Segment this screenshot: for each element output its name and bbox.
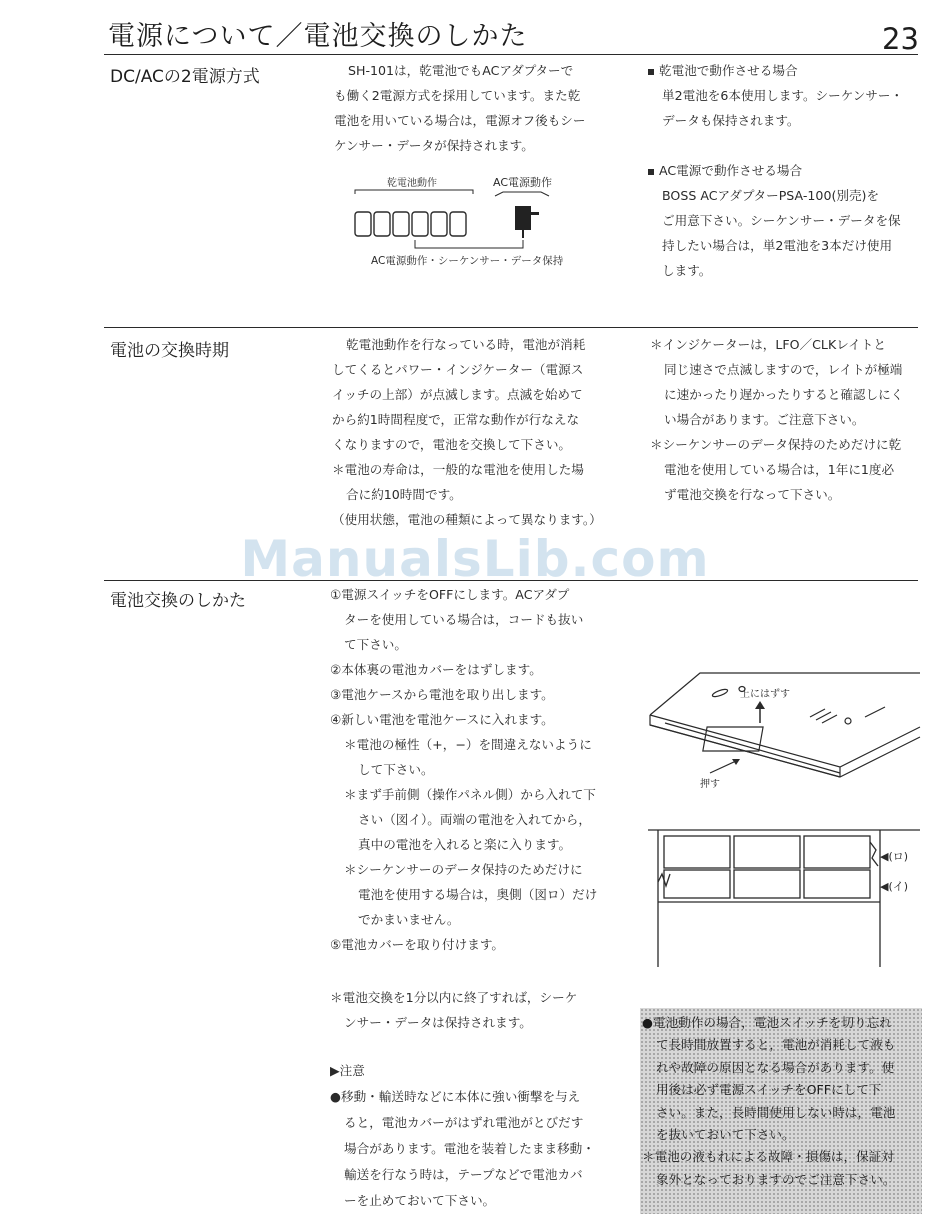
time-note-line: ＊電池交換を1分以内に終了すれば，シーケ <box>330 990 578 1005</box>
section1-line: 電池を用いている場合は，電源オフ後もシー <box>334 113 586 128</box>
step-line: ターを使用している場合は，コードも抜い <box>344 612 584 627</box>
section2-line: から約1時間程度で，正常な動作が行なえな <box>332 412 580 427</box>
cover-removal-figure <box>640 665 925 795</box>
power-diagram <box>345 172 595 272</box>
side-note-line: 同じ速さで点滅しますので，レイトが極端 <box>664 362 903 377</box>
step-line: て下さい。 <box>344 637 407 652</box>
push-label: 押す <box>700 779 720 790</box>
section1-line: ケンサー・データが保持されます。 <box>334 138 534 153</box>
warning-line: て長時間放置すると，電池が消耗して液も <box>656 1037 896 1053</box>
warning-line: ●電池動作の場合，電池スイッチを切り忘れ <box>642 1015 892 1030</box>
section-heading-replace-timing: 電池の交換時期 <box>110 341 229 361</box>
section1-body <box>334 58 624 158</box>
section3-caution <box>330 1058 625 1214</box>
side-note-line: ＊インジケーターは，LFO／CLKレイトと <box>650 337 886 352</box>
battery-case-heading-text: 乾電池で動作させる場合 <box>659 63 798 78</box>
section2-body <box>332 332 622 532</box>
ac-case-heading <box>648 158 928 183</box>
section2-side-notes <box>650 332 935 507</box>
section3-time-note <box>330 985 625 1035</box>
caution-line: 場合があります。電池を装着したまま移動・ <box>344 1141 595 1156</box>
warning-line: を抜いておいて下さい。 <box>656 1127 795 1143</box>
section2-note: 合に約10時間です。 <box>346 487 462 502</box>
section-heading-power-mode: DC/ACの2電源方式 <box>110 67 260 87</box>
section1-line: も働く2電源方式を採用しています。また乾 <box>334 88 581 103</box>
section2-line: してくるとパワー・インジケーター（電源ス <box>332 362 584 377</box>
square-bullet-icon <box>648 69 654 75</box>
step-line: ④新しい電池を電池ケースに入れます。 <box>330 712 554 727</box>
ac-adapter-icon <box>515 206 539 238</box>
ac-operation-label: AC電源動作 <box>493 176 553 189</box>
battery-case-block <box>648 58 928 133</box>
square-bullet-icon <box>648 169 654 175</box>
label-i: ◀(イ) <box>880 880 909 893</box>
step-note: ＊シーケンサーのデータ保持のためだけに <box>344 862 583 877</box>
warning-line: さい。また，長時間使用しない時は，電池 <box>656 1104 896 1120</box>
side-note-line: ＊シーケンサーのデータ保持のためだけに乾 <box>650 437 902 452</box>
section2-note: ＊電池の寿命は，一般的な電池を使用した場 <box>332 462 584 477</box>
ac-case-block <box>648 158 928 283</box>
warning-line: 用後は必ず電源スイッチをOFFにして下 <box>656 1082 882 1098</box>
ac-case-line: BOSS ACアダプターPSA-100(別売)を <box>662 188 880 203</box>
caution-line: ●移動・輸送時などに本体に強い衝撃を与え <box>330 1089 581 1104</box>
side-note-line: ず電池交換を行なって下さい。 <box>664 487 841 502</box>
side-note-line: に速かったり遅かったりすると確認しにく <box>664 387 904 402</box>
step-note: 電池を使用する場合は，奥側（図ロ）だけ <box>358 887 598 902</box>
side-note-line: 電池を使用している場合は，1年に1度必 <box>664 462 895 477</box>
caution-line: ると，電池カバーがはずれ電池がとびだす <box>344 1115 584 1130</box>
section-divider <box>104 580 918 581</box>
warning-line: れや故障の原因となる場合があります。使 <box>656 1059 895 1075</box>
ac-case-heading-text: AC電源で動作させる場合 <box>659 163 803 178</box>
lift-up-label: 上にはずす <box>740 689 790 700</box>
step-note: ＊電池の極性（+，−）を間違えないように <box>344 737 592 752</box>
header-rule <box>104 54 918 55</box>
time-note-line: ンサー・データは保持されます。 <box>344 1015 532 1030</box>
label-ro: ◀(ロ) <box>880 850 909 863</box>
watermark: ManualsLib.com <box>240 530 710 588</box>
battery-case-line: 単2電池を6本使用します。シーケンサー・ <box>662 88 904 103</box>
push-arrow-icon <box>710 761 736 773</box>
caution-line: 輸送を行なう時は，テープなどで電池カバ <box>344 1167 583 1182</box>
section2-note-paren: （使用状態，電池の種類によって異なります。） <box>332 512 602 527</box>
section2-line: くなりますので，電池を交換して下さい。 <box>332 437 572 452</box>
section-divider <box>104 327 918 328</box>
step-note: さい（図イ）。両端の電池を入れてから， <box>358 812 591 827</box>
section-heading-how-to-replace: 電池交換のしかた <box>110 591 246 611</box>
step-line: ②本体裏の電池カバーをはずします。 <box>330 662 542 677</box>
ac-case-line: 持したい場合は，単2電池を3本だけ使用 <box>662 238 893 253</box>
ac-case-line: します。 <box>662 263 712 278</box>
step-note: ＊まず手前側（操作パネル側）から入れて下 <box>344 787 596 802</box>
battery-case-heading <box>648 58 928 83</box>
page-title: 電源について／電池交換のしかた <box>108 21 528 52</box>
warning-line: 象外となっておりますのでご注意下さい。 <box>656 1171 896 1187</box>
side-note-line: い場合があります。ご注意下さい。 <box>664 412 865 427</box>
step-note: でかまいません。 <box>358 912 460 927</box>
battery-case-line: データも保持されます。 <box>662 113 800 128</box>
step-line: ⑤電池カバーを取り付けます。 <box>330 937 505 952</box>
ac-case-line: ご用意下さい。シーケンサー・データを保 <box>662 213 901 228</box>
battery-case-figure <box>640 822 925 972</box>
battery-icons <box>355 212 466 236</box>
section3-steps <box>330 582 625 957</box>
section2-line: 乾電池動作を行なっている時，電池が消耗 <box>346 337 586 352</box>
battery-warning-box <box>640 1008 922 1214</box>
caution-heading: ▶注意 <box>330 1063 365 1078</box>
warning-line: ＊電池の液もれによる故障・損傷は，保証対 <box>642 1149 894 1165</box>
step-note: 真中の電池を入れると楽に入ります。 <box>358 837 572 852</box>
step-line: ③電池ケースから電池を取り出します。 <box>330 687 554 702</box>
battery-operation-label: 乾電池動作 <box>387 178 437 189</box>
step-line: ①電源スイッチをOFFにします。ACアダプ <box>330 587 570 602</box>
step-note: して下さい。 <box>358 762 434 777</box>
section1-line: SH-101は，乾電池でもACアダプターで <box>348 63 574 78</box>
ac-sequencer-label: AC電源動作・シーケンサー・データ保持 <box>371 255 564 267</box>
caution-line: ーを止めておいて下さい。 <box>344 1193 496 1208</box>
section2-line: イッチの上部）が点滅します。点滅を始めて <box>332 387 583 402</box>
page-number: 23 <box>882 22 919 56</box>
